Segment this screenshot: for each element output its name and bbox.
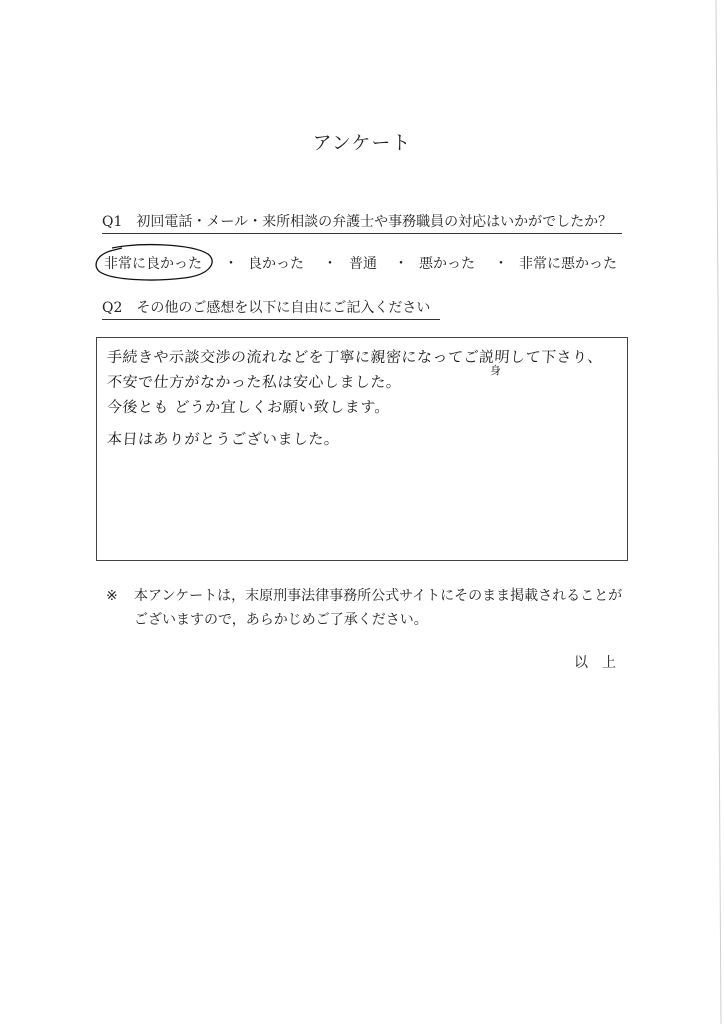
option-separator: ・ [494,256,508,272]
option-separator: ・ [323,256,337,272]
closing-text: 以上 [574,655,630,671]
question-1-number: Q1 [102,214,123,230]
free-comment-box [96,337,628,561]
handwritten-answer-line: 本日はありがとうございました。 [106,430,341,448]
option-separator: ・ [224,256,238,272]
option-separator: ・ [394,256,408,272]
question-1-text: 初回電話・メール・来所相談の弁護士や事務職員の対応はいかがでしたか？ [136,214,613,230]
note-text: 本アンケートは，末原刑事法律事務所公式サイトにそのまま掲載されることがございますので，あらかじめご了承ください。 [134,588,623,628]
handwritten-answer-line: 手続きや示談交渉の流れなどを丁寧に親密になってご説明して下さり、 [106,348,604,366]
option-bad: 悪かった [419,256,475,272]
page-title: アンケート [312,132,412,154]
question-2-number: Q2 [102,300,123,316]
question-1 [102,211,622,234]
note-mark: ※ [106,588,118,604]
publication-note [106,584,626,632]
option-very-good: 非常に良かった [104,256,202,272]
option-good: 良かった [248,256,304,272]
option-average: 普通 [349,256,377,272]
question-2-text: その他のご感想を以下に自由にご記入ください [136,300,431,316]
handwritten-answer-line: 今後とも どうか宜しくお願い致します。 [106,398,391,416]
handwritten-correction: 身 [490,364,501,377]
handwritten-answer-line: 不安で仕方がなかった私は安心しました。 [106,373,403,391]
option-very-bad: 非常に悪かった [519,256,617,272]
question-2 [102,297,440,320]
